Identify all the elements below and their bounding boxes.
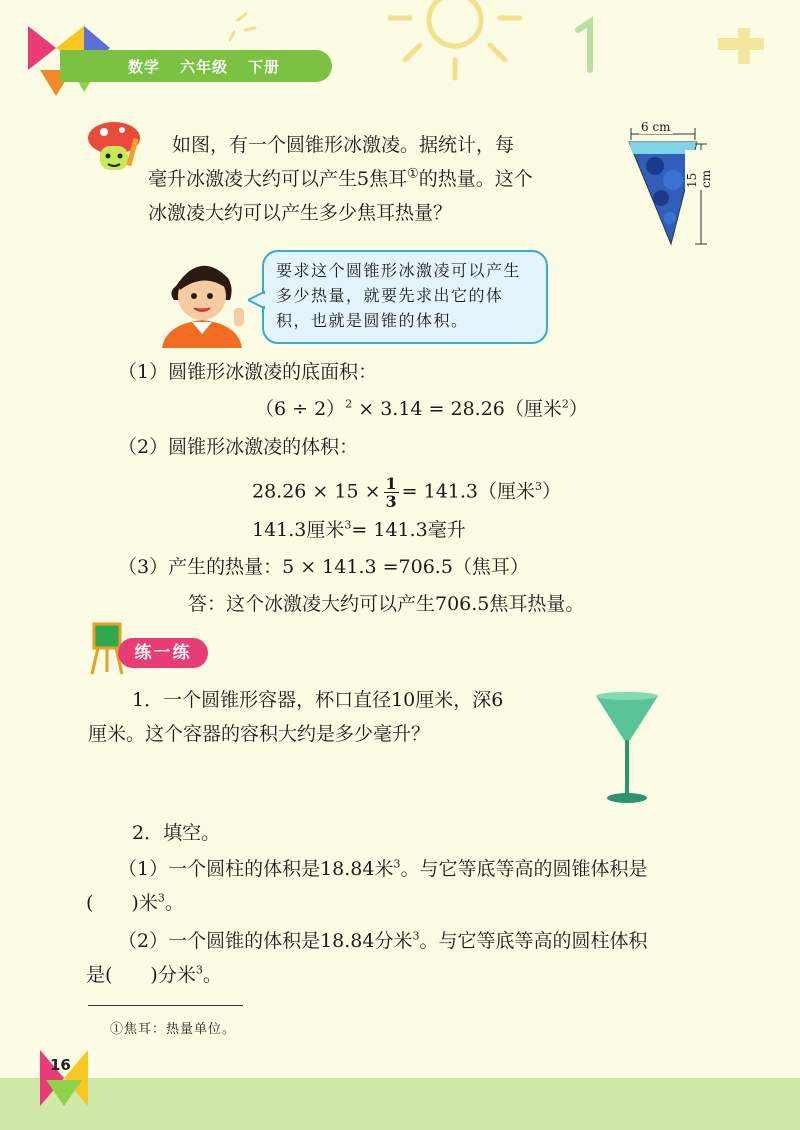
header-grade: 六年级	[180, 58, 229, 76]
speech-bubble-tail-icon	[248, 290, 266, 310]
problem-line-2b: 的热量。这个	[418, 168, 533, 190]
problem-line-3: 冰激凌大约可以产生多少焦耳热量？	[148, 202, 453, 224]
q2-2-b: 。与它等底等高的圆柱体积	[419, 930, 648, 952]
question-1-line-2: 厘米。这个容器的容积大约是多少毫升？	[88, 723, 431, 745]
step-1-eq-a: （6 ÷ 2）	[255, 398, 346, 420]
footnote-rule	[88, 1005, 243, 1006]
problem-line-1: 如图，有一个圆锥形冰激凌。据统计，每	[172, 134, 515, 156]
footnote: ①焦耳：热量单位。	[110, 1022, 237, 1037]
step-2-eq-a: 28.26 × 15 ×	[252, 480, 381, 503]
step-2-conv-a: 141.3厘米	[252, 519, 345, 541]
step-1-label: （1）圆锥形冰激凌的底面积：	[118, 361, 378, 383]
step-1-eq-c: ）	[568, 398, 588, 420]
height-label: 15 cm	[685, 150, 713, 190]
question-2-2-line-1	[118, 924, 648, 958]
fraction	[384, 475, 399, 510]
question-2-1-line-2	[86, 886, 184, 920]
q2-2-a: （2）一个圆锥的体积是18.84分米	[118, 930, 413, 952]
problem-line-2	[148, 162, 598, 196]
practice-badge: 练一练	[118, 638, 208, 668]
problem-line-2a: 毫升冰激凌大约可以产生5焦耳	[148, 168, 408, 190]
mushroom-mascot-icon	[84, 120, 144, 176]
book-title	[128, 56, 300, 77]
step-1-exp: 2	[345, 397, 353, 411]
q2-1-a: （1）一个圆柱的体积是18.84米	[118, 858, 394, 880]
fraction-numerator: 1	[385, 474, 397, 493]
step-1-unit-exp: 2	[561, 397, 569, 411]
q2-2-blank: 是( )分米	[86, 964, 196, 986]
header-volume: 下册	[248, 58, 281, 76]
step-1-eq-b: × 3.14 = 28.26（厘米	[358, 398, 562, 420]
step-3: （3）产生的热量：5 × 141.3 =706.5（焦耳）	[118, 556, 529, 578]
q2-1-blank: ( )米	[86, 892, 158, 914]
step-2-eq-b: = 141.3（厘米	[401, 480, 536, 503]
step-2-conv-exp: 3	[344, 518, 352, 532]
number-one-doodle-icon	[578, 22, 590, 70]
plus-doodle-icon	[718, 28, 764, 64]
step-1-equation	[255, 394, 588, 424]
question-2-2-line-2	[86, 958, 222, 992]
boy-mascot-icon	[148, 252, 254, 348]
ice-cream-cone-diagram	[615, 118, 725, 250]
step-2-conversion	[252, 515, 466, 545]
question-2-1-line-1	[118, 852, 648, 886]
q2-1-b: 。与它等底等高的圆锥体积是	[400, 858, 648, 880]
step-2-conv-b: = 141.3毫升	[351, 519, 466, 541]
speech-bubble-text: 要求这个圆锥形冰激凌可以产生多少热量，就要先求出它的体积，也就是圆锥的体积。	[276, 261, 522, 330]
q2-1-exp2: 3	[157, 891, 165, 905]
q2-1-d: 。	[164, 892, 184, 914]
answer: 答：这个冰激凌大约可以产生706.5焦耳热量。	[188, 593, 585, 615]
step-2-unit-exp: 3	[535, 480, 543, 494]
q2-1-exp: 3	[393, 857, 401, 871]
step-2-eq-c: ）	[542, 480, 562, 503]
sun-doodle-icon	[390, 0, 520, 78]
q2-2-d: 。	[202, 964, 222, 986]
header-subject: 数学	[128, 58, 161, 76]
step-2-label: （2）圆锥形冰激凌的体积：	[118, 436, 359, 458]
problem-text	[172, 128, 592, 162]
step-2-equation	[252, 475, 561, 510]
diameter-label: 6 cm	[641, 120, 671, 134]
fraction-denominator: 3	[385, 492, 397, 511]
q2-2-exp2: 3	[195, 963, 203, 977]
martini-glass-icon	[592, 690, 662, 808]
star-doodle-icon	[230, 14, 255, 40]
footnote-mark: ①	[407, 166, 419, 182]
bottom-bar	[0, 1078, 800, 1130]
question-2-title: 2．填空。	[132, 822, 221, 844]
page-number: 16	[50, 1056, 71, 1074]
question-1-line-1: 1．一个圆锥形容器，杯口直径10厘米，深6	[132, 689, 504, 711]
q2-2-exp: 3	[412, 929, 420, 943]
